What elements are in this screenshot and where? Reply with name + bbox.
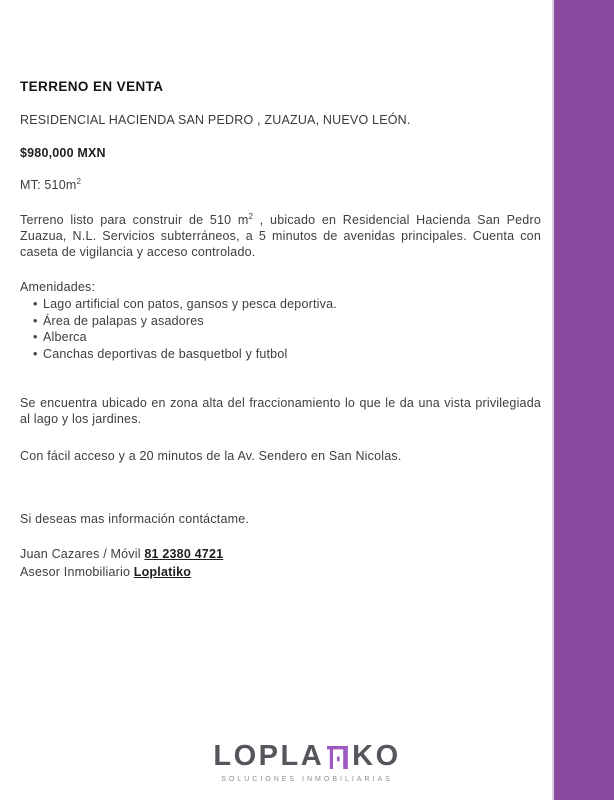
location-line: RESIDENCIAL HACIENDA SAN PEDRO , ZUAZUA, NUEVO LEÓN. [20, 113, 411, 127]
list-item: • Área de palapas y asadores [20, 313, 541, 330]
page-title: TERRENO EN VENTA [20, 79, 164, 94]
logo-text-left: LOPLA [213, 740, 325, 772]
lot-size-line [20, 177, 541, 193]
description-1-superscript: 2 [248, 211, 254, 221]
list-item: • Canchas deportivas de basquetbol y futbol [20, 346, 541, 363]
door-icon [327, 746, 350, 769]
logo-tagline: SOLUCIONES INMOBILIARIAS [221, 776, 393, 783]
amenities-label: Amenidades: [20, 280, 96, 294]
price-line: $980,000 MXN [20, 146, 106, 160]
contact-name-line [20, 545, 541, 563]
description-paragraph-3: Con fácil acceso y a 20 minutos de la Av. Sendero en San Nicolas. [20, 449, 402, 463]
contact-name: Juan Cazares / Móvil [20, 547, 145, 561]
logo-wordmark [213, 742, 400, 771]
contact-role-line [20, 563, 541, 581]
logo-text-right: KO [352, 740, 401, 772]
phone-link[interactable]: 81 2380 4721 [144, 547, 224, 561]
brand-link[interactable]: Loplatiko [133, 565, 192, 579]
loplatiko-logo [0, 742, 614, 783]
lot-size-text: MT: 510m [20, 178, 77, 192]
description-paragraph-2: Se encuentra ubicado en zona alta del fraccionamiento lo que le da una vista privilegiada al lago y los jardines. [20, 396, 541, 426]
listing-body [20, 78, 541, 581]
description-paragraph-1 [20, 212, 541, 260]
description-1-text: Terreno listo para construir de 510 m [20, 213, 249, 227]
contact-intro: Si deseas mas información contáctame. [20, 512, 250, 526]
contact-role: Asesor Inmobiliario [20, 565, 134, 579]
lot-size-superscript: 2 [76, 176, 82, 186]
accent-bar [552, 0, 614, 800]
list-item: • Alberca [20, 329, 541, 346]
description-1-text-cont: , ubicado en Residencial Hacienda San Pedro Zuazua, N.L. Servicios subterráneos, a 5 minutos de avenidas principales. Cuenta con caseta de vigilancia y acceso controlado. [20, 213, 541, 259]
contact-block [20, 545, 541, 581]
list-item: • Lago artificial con patos, gansos y pesca deportiva. [20, 296, 541, 313]
amenities-list [20, 296, 541, 362]
